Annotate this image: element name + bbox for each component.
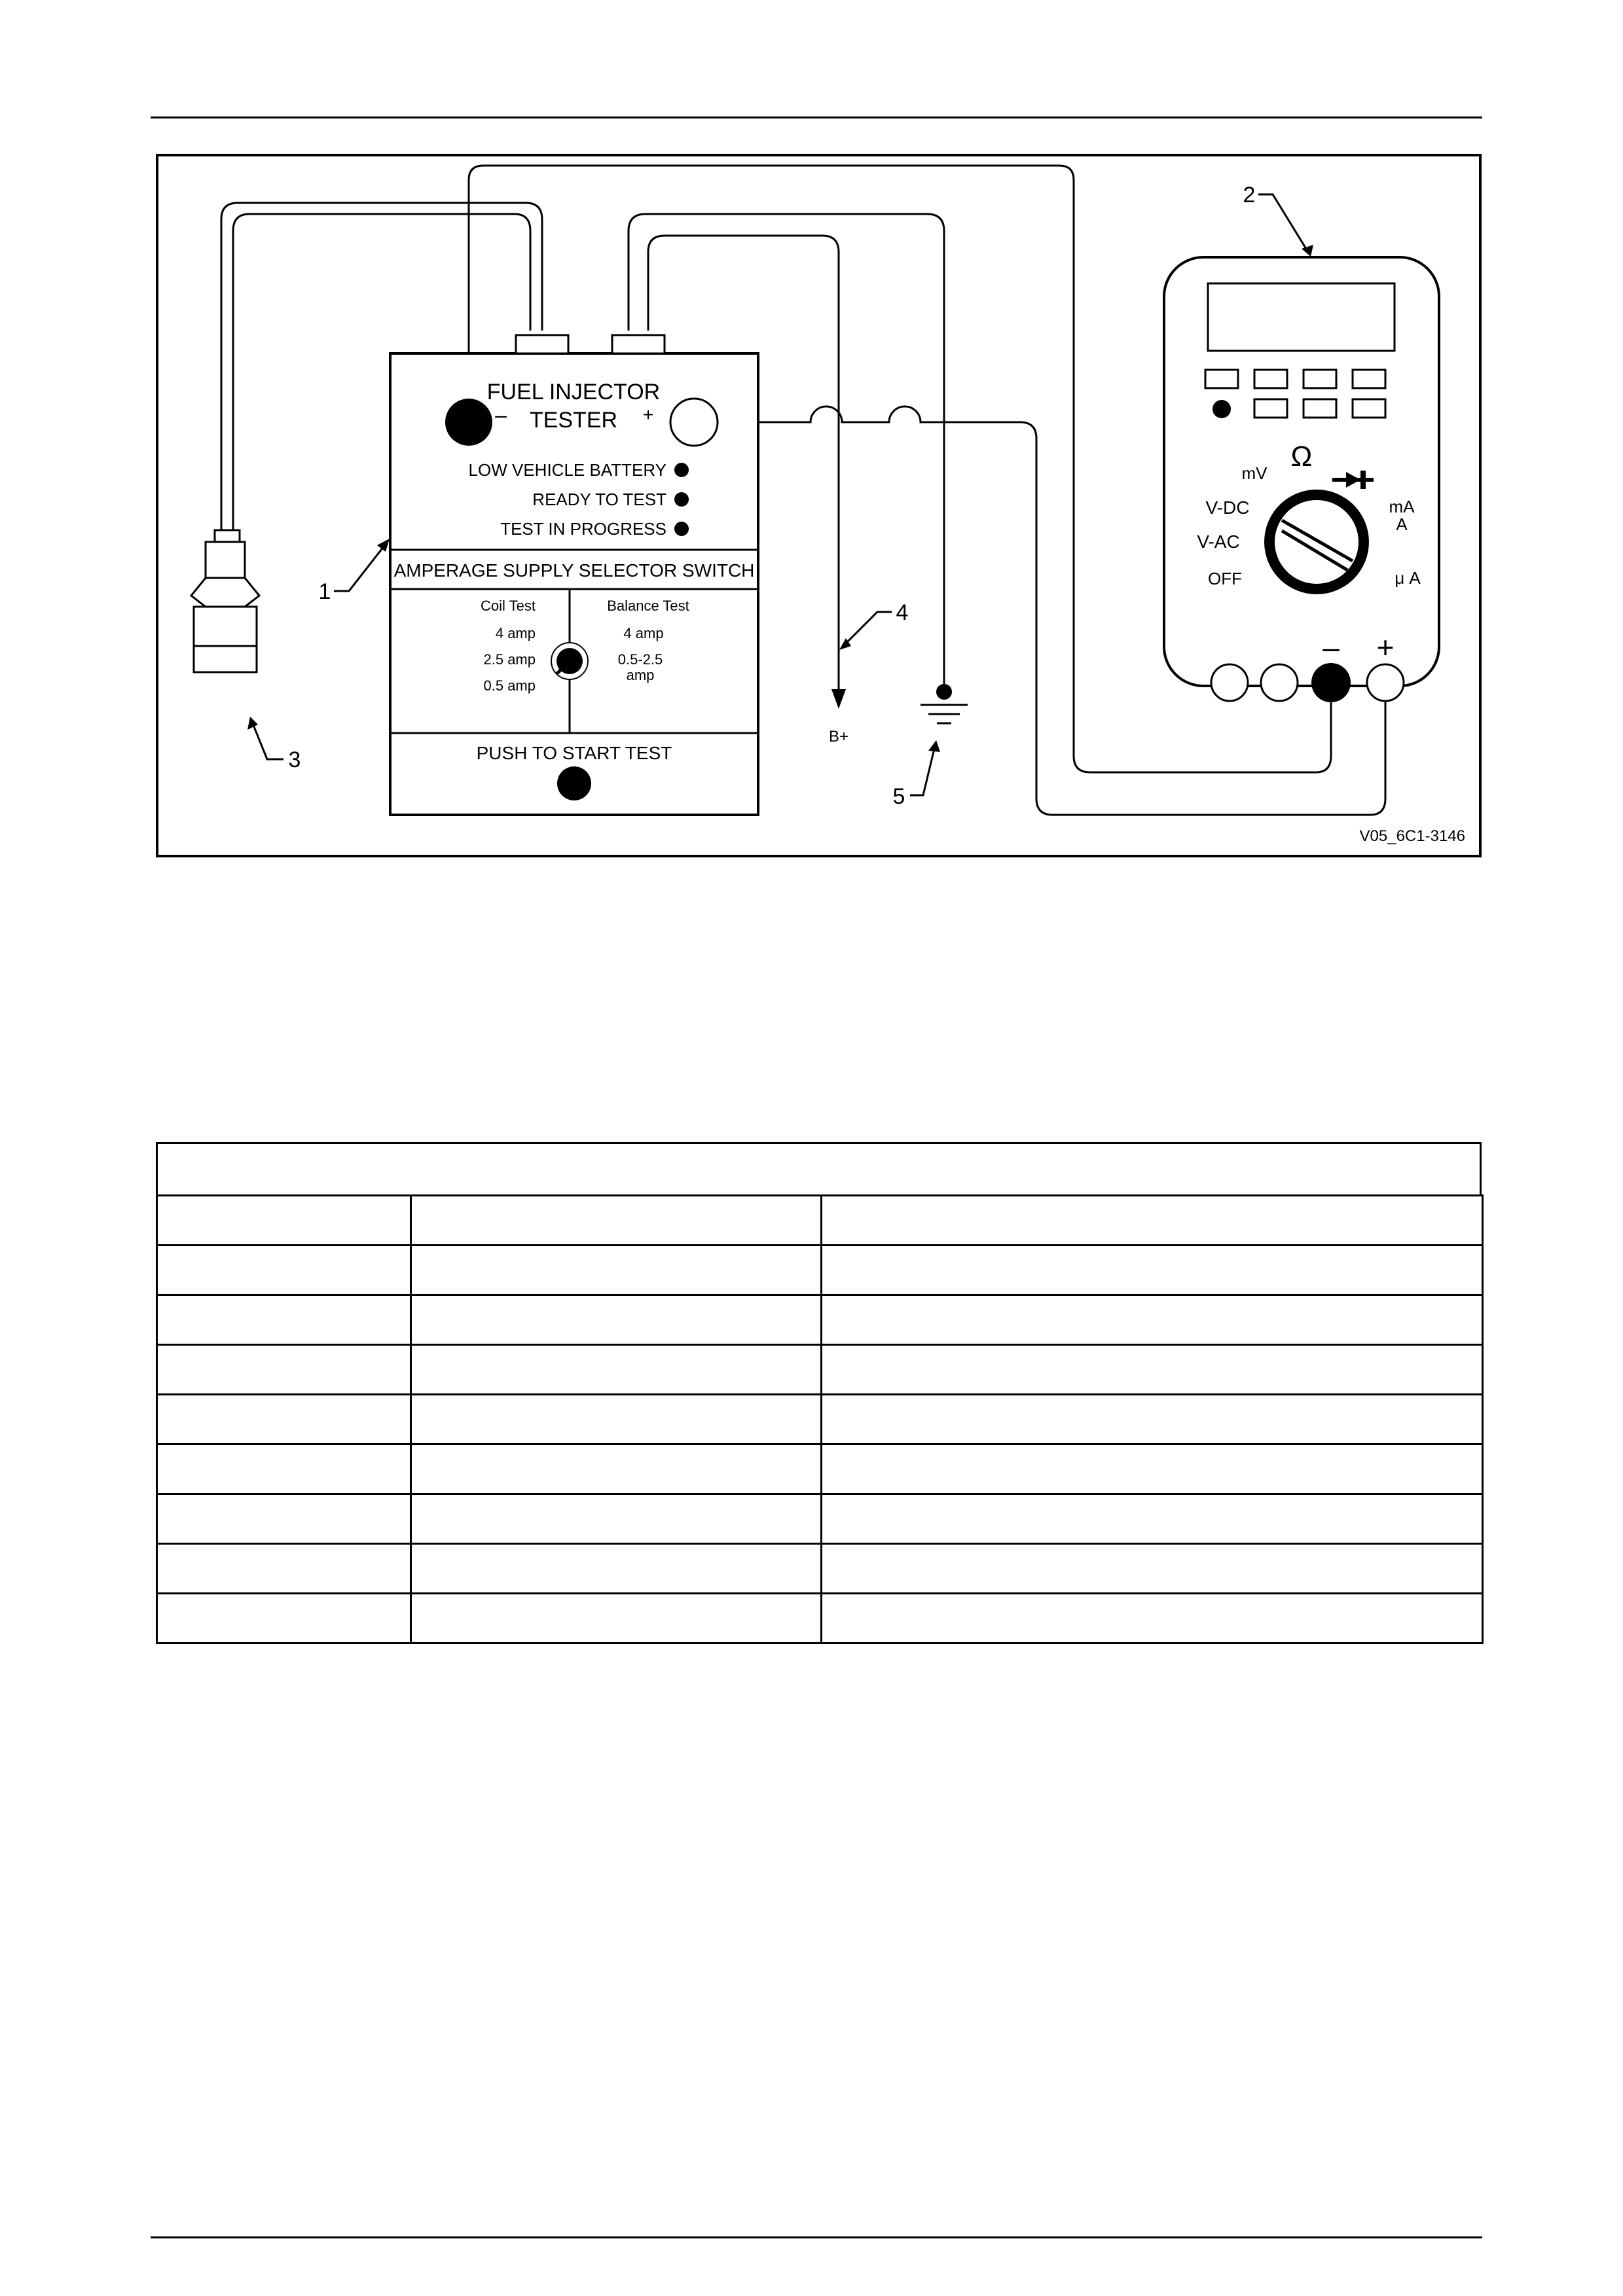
coil-option-2-5amp: 2.5 amp <box>483 651 536 668</box>
table-cell <box>822 1444 1483 1494</box>
callout-1: 1 <box>318 579 331 604</box>
battery-label: B+ <box>828 728 849 745</box>
table-cell <box>411 1395 822 1444</box>
table-row <box>157 1196 1483 1246</box>
table-cell <box>157 1246 411 1295</box>
start-button-label: PUSH TO START TEST <box>476 743 672 763</box>
table-cell <box>157 1544 411 1594</box>
tester-title-line1: FUEL INJECTOR <box>486 380 661 404</box>
tester-plus-sign: + <box>642 404 654 425</box>
dial-label-vac: V-AC <box>1197 531 1240 552</box>
table-cell <box>411 1444 822 1494</box>
multimeter-jack-2 <box>1261 664 1298 701</box>
tester-positive-terminal <box>670 399 718 446</box>
table-cell <box>157 1594 411 1643</box>
table-cell <box>822 1494 1483 1544</box>
dial-label-microamp: μ A <box>1395 568 1421 588</box>
table-cell <box>411 1345 822 1395</box>
multimeter-display <box>1208 283 1395 351</box>
table-cell <box>822 1345 1483 1395</box>
balance-option-4amp: 4 amp <box>623 625 664 641</box>
table-cell <box>411 1594 822 1643</box>
table-row <box>157 1246 1483 1295</box>
footer-rule <box>151 2236 1482 2238</box>
table-row <box>157 1295 1483 1345</box>
fuel-injector-tester <box>390 335 758 815</box>
tester-title-line2: TESTER <box>529 408 618 433</box>
table-cell <box>157 1345 411 1395</box>
table-cell <box>157 1395 411 1444</box>
dial-label-a: A <box>1396 514 1408 534</box>
table-cell <box>411 1246 822 1295</box>
balance-option-range: 0.5-2.5 <box>617 651 663 668</box>
multimeter-jack-1 <box>1211 664 1248 701</box>
table-cell <box>411 1494 822 1544</box>
indicator-label-in-progress: TEST IN PROGRESS <box>500 519 666 539</box>
multimeter <box>1164 257 1439 702</box>
table-grid <box>156 1194 1484 1644</box>
table-cell <box>822 1196 1483 1246</box>
table-cell <box>157 1494 411 1544</box>
indicator-label-ready: READY TO TEST <box>532 490 666 509</box>
table-cell <box>411 1196 822 1246</box>
selector-heading: AMPERAGE SUPPLY SELECTOR SWITCH <box>393 560 755 581</box>
table-row <box>157 1594 1483 1643</box>
dial-label-mv: mV <box>1241 463 1267 483</box>
table-row <box>157 1444 1483 1494</box>
balance-option-range-unit: amp <box>626 667 655 683</box>
figure-reference-code: V05_6C1-3146 <box>1359 827 1465 845</box>
coil-test-label: Coil Test <box>481 598 536 614</box>
table-cell <box>822 1295 1483 1345</box>
table-cell <box>822 1594 1483 1643</box>
table-row <box>157 1345 1483 1395</box>
start-test-button <box>557 766 591 800</box>
low-battery-indicator-light <box>674 463 689 477</box>
dial-label-ma: mA <box>1389 497 1415 516</box>
header-rule <box>151 117 1482 118</box>
multimeter-rotary-dial <box>1264 490 1369 594</box>
table-cell <box>411 1544 822 1594</box>
indicator-label-low-battery: LOW VEHICLE BATTERY <box>468 460 666 480</box>
table-row <box>157 1395 1483 1444</box>
table-cell <box>157 1295 411 1345</box>
coil-option-4amp: 4 amp <box>495 625 536 641</box>
multimeter-round-button <box>1213 400 1231 418</box>
multimeter-positive-jack <box>1367 664 1404 701</box>
spec-table <box>156 1142 1482 1649</box>
multimeter-negative-jack <box>1311 663 1351 702</box>
table-cell <box>157 1444 411 1494</box>
ready-indicator-light <box>674 492 689 507</box>
table-cell <box>822 1246 1483 1295</box>
tester-minus-sign: – <box>495 403 507 427</box>
wiring-diagram-figure <box>156 154 1482 857</box>
callout-3: 3 <box>288 747 301 772</box>
balance-test-label: Balance Test <box>607 598 689 614</box>
table-cell <box>822 1544 1483 1594</box>
multimeter-minus-sign: – <box>1322 630 1340 664</box>
in-progress-indicator-light <box>674 522 689 536</box>
callout-5: 5 <box>892 784 905 809</box>
table-row <box>157 1544 1483 1594</box>
dial-label-off: OFF <box>1208 569 1242 588</box>
tester-negative-terminal <box>445 399 492 446</box>
table-caption <box>156 1142 1482 1194</box>
table-row <box>157 1494 1483 1544</box>
table-cell <box>411 1295 822 1345</box>
callout-2: 2 <box>1243 183 1256 207</box>
coil-option-0-5amp: 0.5 amp <box>483 677 536 694</box>
callout-4: 4 <box>896 600 909 625</box>
dial-label-vdc: V-DC <box>1205 497 1250 518</box>
table-cell <box>822 1395 1483 1444</box>
dial-label-ohm: Ω <box>1290 440 1313 473</box>
table-cell <box>157 1196 411 1246</box>
multimeter-plus-sign: + <box>1376 630 1395 664</box>
